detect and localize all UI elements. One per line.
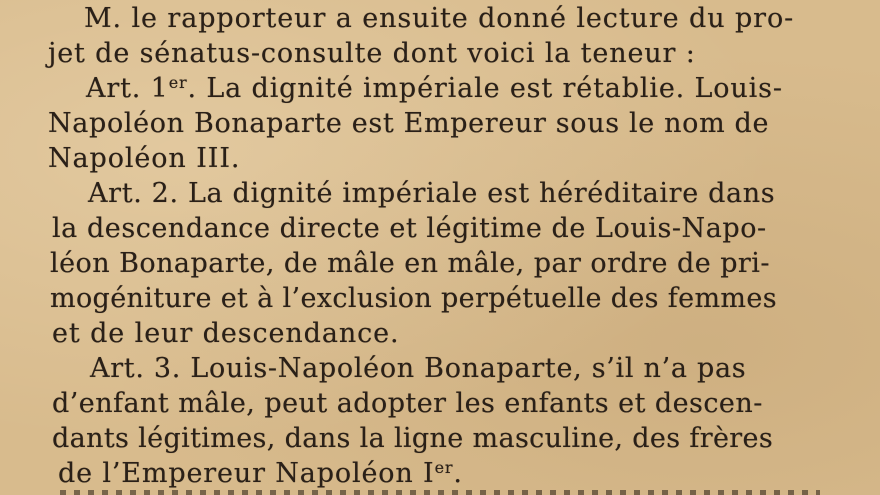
cutoff-line-fragment: [60, 490, 820, 495]
text-line-9: [50, 282, 777, 316]
text-line-5: [48, 142, 240, 176]
text-line-11-content: Art. 3. Louis-Napoléon Bonaparte, s’il n’a pas: [90, 353, 747, 384]
text-line-2: [48, 37, 696, 71]
article-1-text: . La dignité impériale est rétablie. Louis-: [187, 73, 783, 104]
article-1-label: Art. 1: [86, 73, 169, 104]
text-line-12: [52, 387, 763, 421]
text-line-4-content: Napoléon Bonaparte est Empereur sous le nom de: [48, 108, 770, 139]
text-line-10: [52, 317, 400, 351]
text-line-8: [50, 247, 770, 281]
text-line-13: [52, 422, 773, 456]
text-line-9-content: mogéniture et à l’exclusion perpétuelle des femmes: [50, 283, 777, 314]
text-line-7-content: la descendance directe et légitime de Louis-Napo-: [52, 213, 767, 244]
text-line-6-content: Art. 2. La dignité impériale est héréditaire dans: [88, 178, 776, 209]
text-line-4: [48, 107, 769, 141]
text-line-11: [90, 352, 746, 386]
text-line-14-end: .: [453, 458, 463, 489]
text-line-7: [52, 212, 767, 246]
napoleon-1-superscript: er: [434, 458, 454, 477]
article-1-superscript: er: [168, 73, 188, 92]
text-line-8-content: léon Bonaparte, de mâle en mâle, par ordre de pri-: [50, 248, 770, 279]
text-line-1-content: M. le rapporteur a ensuite donné lecture du pro-: [84, 3, 795, 34]
text-line-10-content: et de leur descendance.: [52, 318, 400, 349]
text-line-3: [86, 72, 783, 106]
text-line-14-content: de l’Empereur Napoléon I: [58, 458, 435, 489]
text-line-1: [84, 2, 794, 36]
text-line-12-content: d’enfant mâle, peut adopter les enfants et descen-: [52, 388, 763, 419]
text-line-5-content: Napoléon III.: [48, 143, 241, 174]
text-line-2-content: jet de sénatus-consulte dont voici la teneur :: [48, 38, 696, 69]
text-line-13-content: dants légitimes, dans la ligne masculine, des frères: [52, 423, 774, 454]
text-line-14: [58, 457, 463, 491]
text-line-6: [88, 177, 775, 211]
